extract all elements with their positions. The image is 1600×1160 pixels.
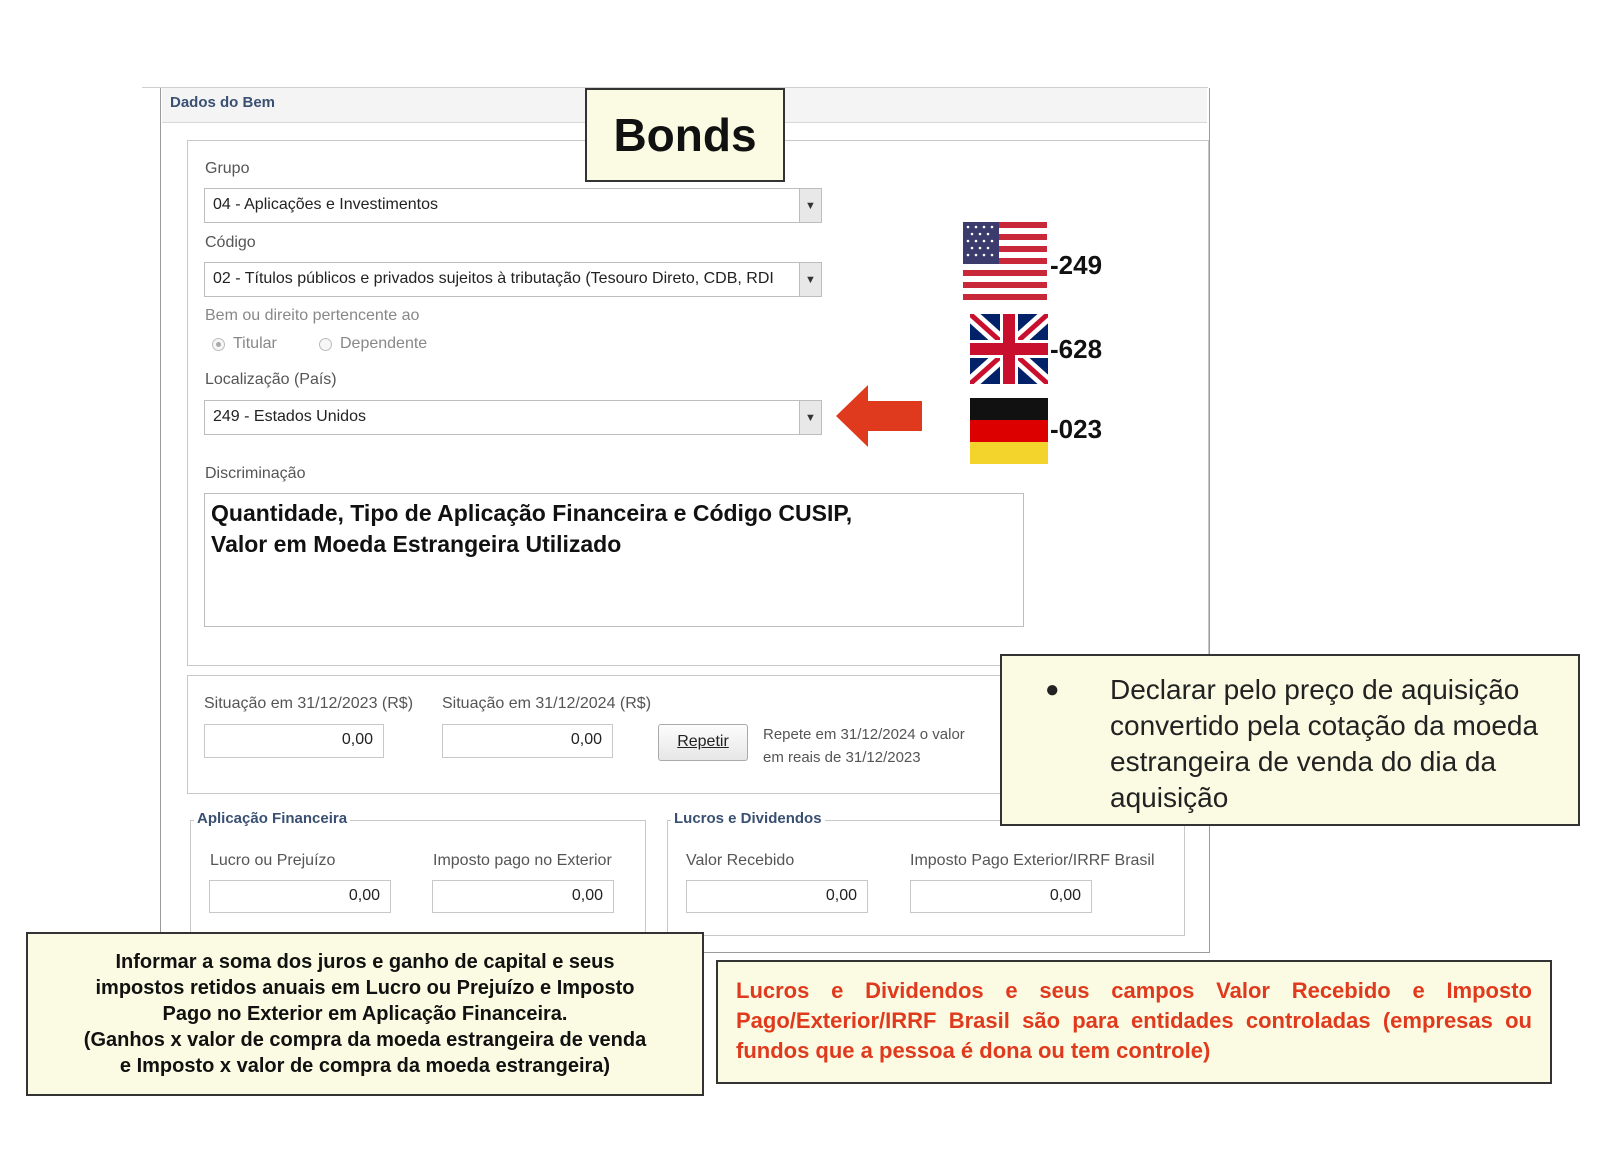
discriminacao-label: Discriminação <box>205 465 306 482</box>
codigo-label: Código <box>205 234 256 251</box>
bullet-icon: ● <box>1045 676 1060 703</box>
situacao-2023-label: Situação em 31/12/2023 (R$) <box>204 695 414 712</box>
situacao-2024-input[interactable]: 0,00 <box>442 724 613 758</box>
bonds-title-box: Bonds <box>585 88 785 182</box>
red-callout-text: Lucros e Dividendos e seus campos Valor Recebido e Imposto Pago/Exterior/IRRF Brasil são para entidades controladas (empresas ou fundos que a pessoa é dona ou tem controle) <box>736 978 1532 1063</box>
imposto-irrf-label: Imposto Pago Exterior/IRRF Brasil <box>910 852 1155 869</box>
arrow-left-icon <box>836 385 922 447</box>
lucro-input[interactable]: 0,00 <box>209 880 391 913</box>
left-callout-line1: Informar a soma dos juros e ganho de capital e seus <box>115 951 615 973</box>
localizacao-label: Localização (País) <box>205 371 337 388</box>
discriminacao-line2: Valor em Moeda Estrangeira Utilizado <box>211 531 622 557</box>
valor-recebido-input[interactable]: 0,00 <box>686 880 868 913</box>
red-callout-box <box>716 960 1552 1084</box>
situacao-2024-label: Situação em 31/12/2024 (R$) <box>442 695 652 712</box>
grupo-value: 04 - Aplicações e Investimentos <box>213 196 439 213</box>
uk-flag-icon <box>970 314 1048 384</box>
codigo-value: 02 - Títulos públicos e privados sujeitos à tributação (Tesouro Direto, CDB, RDI <box>213 270 774 287</box>
lucros-fieldset <box>667 820 1185 936</box>
section-title: Dados do Bem <box>170 94 276 111</box>
situacao-2023-input[interactable]: 0,00 <box>204 724 384 758</box>
germany-code: -023 <box>1050 414 1103 444</box>
left-callout-line4: (Ganhos x valor de compra da moeda estrangeira de venda <box>83 1029 647 1051</box>
usa-code: -249 <box>1050 250 1103 280</box>
valor-recebido-label: Valor Recebido <box>686 852 795 869</box>
grupo-label: Grupo <box>205 160 250 177</box>
grupo-select[interactable] <box>204 188 822 223</box>
chevron-down-icon[interactable]: ▼ <box>799 263 821 296</box>
localizacao-value: 249 - Estados Unidos <box>213 408 366 425</box>
left-callout-line3: Pago no Exterior em Aplicação Financeira. <box>162 1003 568 1025</box>
lucros-legend: Lucros e Dividendos <box>671 810 825 827</box>
aplicacao-legend: Aplicação Financeira <box>194 810 350 827</box>
chevron-down-icon[interactable]: ▼ <box>799 401 821 434</box>
pertencente-label: Bem ou direito pertencente ao <box>205 307 420 324</box>
discriminacao-line1: Quantidade, Tipo de Aplicação Financeira e Código CUSIP, <box>211 500 853 526</box>
repetir-button[interactable] <box>658 724 748 761</box>
titular-radio[interactable] <box>212 338 225 351</box>
repetir-note-line2: em reais de 31/12/2023 <box>763 749 921 766</box>
discriminacao-textarea[interactable] <box>204 493 1024 627</box>
right-callout-text: Declarar pelo preço de aquisição convertido pela cotação da moeda estrangeira de venda do dia da aquisição <box>1110 674 1539 813</box>
lucro-label: Lucro ou Prejuízo <box>210 852 336 869</box>
germany-flag-icon <box>970 398 1048 464</box>
left-callout-line2: impostos retidos anuais em Lucro ou Prejuízo e Imposto <box>95 977 635 999</box>
imposto-irrf-input[interactable]: 0,00 <box>910 880 1092 913</box>
imposto-exterior-label: Imposto pago no Exterior <box>433 852 612 869</box>
codigo-select[interactable] <box>204 262 822 297</box>
dependente-radio[interactable] <box>319 338 332 351</box>
titular-label: Titular <box>233 335 277 352</box>
chevron-down-icon[interactable]: ▼ <box>799 189 821 222</box>
localizacao-select[interactable] <box>204 400 822 435</box>
usa-flag-icon <box>963 222 1047 300</box>
repetir-note-line1: Repete em 31/12/2024 o valor <box>763 726 965 743</box>
repetir-label: Repetir <box>677 733 729 750</box>
uk-code: -628 <box>1050 334 1103 364</box>
left-callout-box <box>26 932 704 1096</box>
dependente-label: Dependente <box>340 335 428 352</box>
imposto-exterior-input[interactable]: 0,00 <box>432 880 614 913</box>
left-callout-line5: e Imposto x valor de compra da moeda estrangeira) <box>119 1055 611 1077</box>
